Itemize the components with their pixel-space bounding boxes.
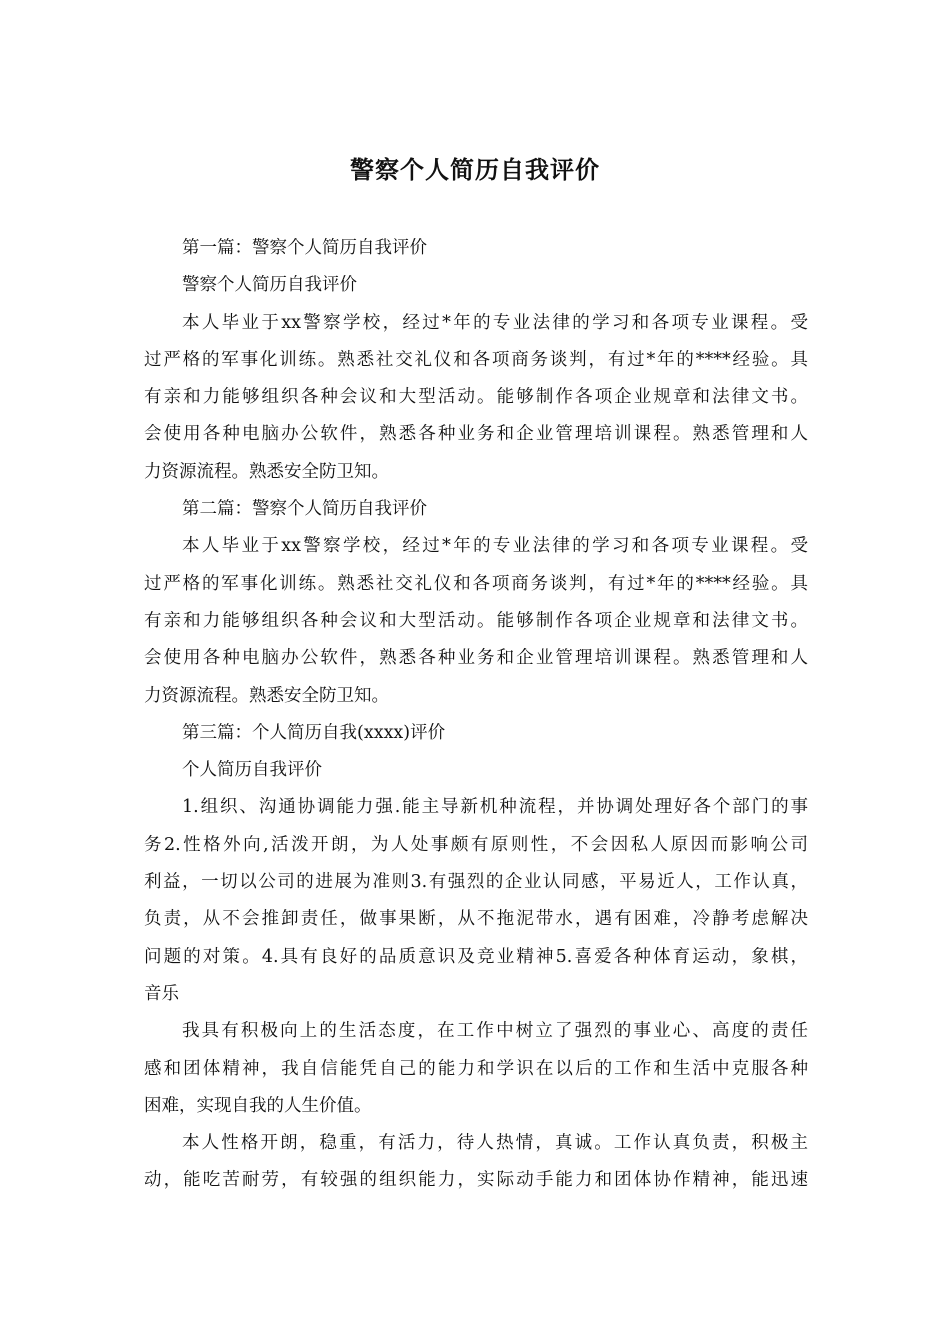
section-heading-2: 第二篇：警察个人简历自我评价 (182, 499, 427, 520)
paragraph-line: 利益，一切以公司的进展为准则3.有强烈的企业认同感，平易近人，工作认真， (144, 872, 808, 893)
paragraph-line: 动，能吃苦耐劳，有较强的组织能力，实际动手能力和团体协作精神，能迅速 (144, 1170, 808, 1191)
paragraph-line: 音乐 (144, 983, 179, 1004)
paragraph-line: 力资源流程。熟悉安全防卫知。 (144, 685, 389, 706)
paragraph-line: 本人性格开朗，稳重，有活力，待人热情，真诚。工作认真负责，积极主 (182, 1133, 808, 1154)
paragraph-line: 务2.性格外向,活泼开朗，为人处事颇有原则性，不会因私人原因而影响公司 (144, 834, 808, 855)
paragraph-line: 本人毕业于xx警察学校，经过*年的专业法律的学习和各项专业课程。受 (182, 536, 808, 557)
paragraph-line: 过严格的军事化训练。熟悉社交礼仪和各项商务谈判，有过*年的****经验。具 (144, 349, 808, 370)
document-title: 警察个人简历自我评价 (350, 155, 600, 184)
paragraph-line: 力资源流程。熟悉安全防卫知。 (144, 461, 389, 482)
paragraph-line: 困难，实现自我的人生价值。 (144, 1095, 372, 1116)
paragraph-line: 会使用各种电脑办公软件，熟悉各种业务和企业管理培训课程。熟悉管理和人 (144, 424, 808, 445)
document-body (144, 230, 808, 1200)
paragraph-line: 感和团体精神，我自信能凭自己的能力和学识在以后的工作和生活中克服各种 (144, 1058, 808, 1079)
paragraph-line: 问题的对策。4.具有良好的品质意识及竞业精神5.喜爱各种体育运动，象棋， (144, 946, 808, 967)
paragraph-line: 本人毕业于xx警察学校，经过*年的专业法律的学习和各项专业课程。受 (182, 312, 808, 333)
subheading: 警察个人简历自我评价 (182, 275, 357, 296)
paragraph-line: 有亲和力能够组织各种会议和大型活动。能够制作各项企业规章和法律文书。 (144, 610, 808, 631)
paragraph-line: 过严格的军事化训练。熟悉社交礼仪和各项商务谈判，有过*年的****经验。具 (144, 573, 808, 594)
section-heading-3: 第三篇：个人简历自我(xxxx)评价 (182, 722, 446, 743)
paragraph-line: 有亲和力能够组织各种会议和大型活动。能够制作各项企业规章和法律文书。 (144, 387, 808, 408)
subheading: 个人简历自我评价 (182, 760, 322, 781)
paragraph-line: 1.组织、沟通协调能力强.能主导新机种流程，并协调处理好各个部门的事 (182, 797, 808, 818)
paragraph-line: 负责，从不会推卸责任，做事果断，从不拖泥带水，遇有困难，冷静考虑解决 (144, 909, 808, 930)
paragraph-line: 会使用各种电脑办公软件，熟悉各种业务和企业管理培训课程。熟悉管理和人 (144, 648, 808, 669)
paragraph-line: 我具有积极向上的生活态度，在工作中树立了强烈的事业心、高度的责任 (182, 1021, 808, 1042)
section-heading-1: 第一篇：警察个人简历自我评价 (182, 238, 427, 258)
